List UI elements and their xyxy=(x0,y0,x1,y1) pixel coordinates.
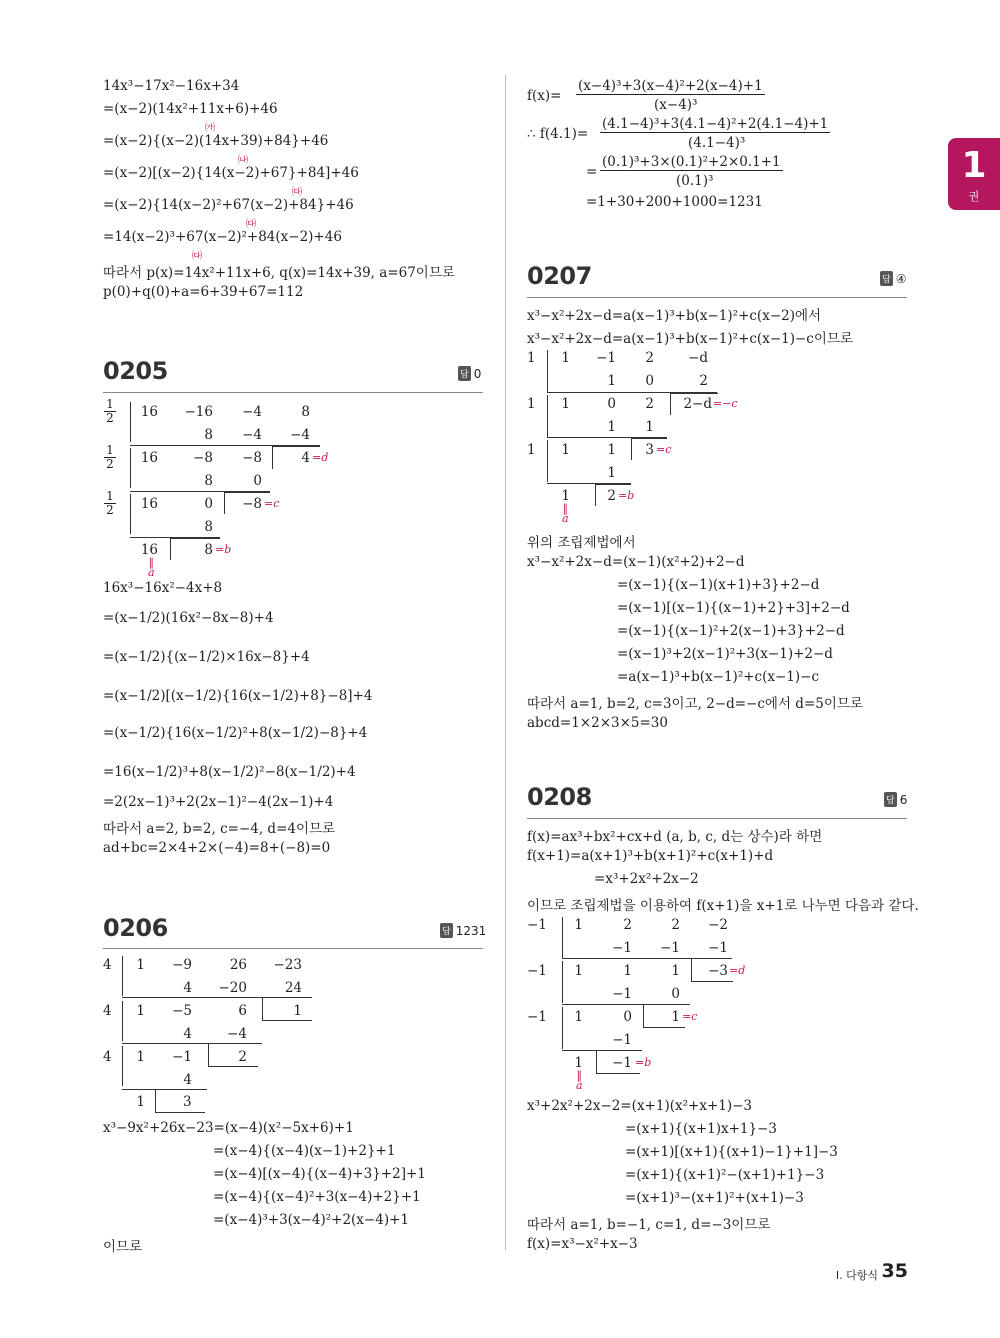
quotient-a: 16 xyxy=(140,542,158,558)
cell: −8 xyxy=(193,450,213,466)
0207-line-9: abcd=1×2×3×5=30 xyxy=(527,715,668,731)
f41-numerator: (4.1−4)³+3(4.1−4)²+2(4.1−4)+1 xyxy=(602,116,829,132)
0205-line-5: =(x−1/2){16(x−1/2)²+8(x−1/2)−8}+4 xyxy=(103,725,368,741)
cell: 1 xyxy=(607,442,616,458)
cell: 1 xyxy=(574,963,583,979)
cell: 2 xyxy=(645,350,654,366)
rule xyxy=(562,1004,690,1005)
cell: 24 xyxy=(284,980,302,996)
cell: 1 xyxy=(574,917,583,933)
label-a: ‖ a xyxy=(576,1069,583,1092)
cell: 1 xyxy=(561,350,570,366)
divisor: 1 xyxy=(527,396,536,412)
cell: 8 xyxy=(204,519,213,535)
answer-value: 0 xyxy=(473,367,482,381)
0205-line-7: =2(2x−1)³+2(2x−1)²−4(2x−1)+4 xyxy=(103,794,334,810)
0208-line-6: 따라서 a=1, b=−1, c=1, d=−3이므로 xyxy=(527,1217,771,1233)
value-numerator: (0.1)³+3×(0.1)²+2×0.1+1 xyxy=(602,154,781,170)
cell: −1 xyxy=(596,350,616,366)
cell: 4 xyxy=(183,980,192,996)
quotient-a: 1 xyxy=(574,1055,583,1071)
cell: 1 xyxy=(136,1003,145,1019)
prev-line-7: 따라서 p(x)=14x²+11x+6, q(x)=14x+39, a=67이므로 xyxy=(103,265,455,281)
0207-line-8: 따라서 a=1, b=2, c=3이고, 2−d=−c에서 d=5이므로 xyxy=(527,696,863,712)
label-a: ‖ a xyxy=(562,502,569,525)
remainder: 1 xyxy=(293,1003,302,1019)
cell: −4 xyxy=(242,404,262,420)
0207-line-5: =(x−1){(x−1)²+2(x−1)+3}+2−d xyxy=(617,623,845,639)
cell: 1 xyxy=(136,1049,145,1065)
0205-line-2: =(x−1/2)(16x²−8x−8)+4 xyxy=(103,610,274,626)
answer-label: 답 xyxy=(458,366,471,381)
remainder-rule xyxy=(670,393,718,394)
0205-line-9: ad+bc=2×4+2×(−4)=8+(−8)=0 xyxy=(103,840,331,856)
0208-intro-2: f(x+1)=a(x+1)³+b(x+1)²+c(x+1)+d xyxy=(527,848,774,864)
fx-numerator: (x−4)³+3(x−4)²+2(x−4)+1 xyxy=(578,78,763,94)
0206-line-3: =(x−4)[(x−4){(x−4)+3}+2]+1 xyxy=(213,1166,426,1182)
remainder-rule xyxy=(595,484,631,485)
cell: −2 xyxy=(708,917,728,933)
answer-label: 답 xyxy=(440,923,453,938)
cell: 1 xyxy=(574,1009,583,1025)
answer-label: 답 xyxy=(880,271,893,286)
0208-intro-4: 이므로 조립제법을 이용하여 f(x+1)을 x+1로 나누면 다음과 같다. xyxy=(527,898,919,914)
cell: 1 xyxy=(671,963,680,979)
0208-line-5: =(x+1)³−(x+1)²+(x+1)−3 xyxy=(625,1190,804,1206)
label-c: =c xyxy=(264,497,280,510)
divisor: 4 xyxy=(103,957,112,973)
mark-na: ㈏ xyxy=(238,155,248,166)
cell: −9 xyxy=(172,957,192,973)
0206-line-1: x³−9x²+26x−23=(x−4)(x²−5x+6)+1 xyxy=(103,1120,354,1136)
mark-ga: ㈎ xyxy=(205,123,215,134)
prev-line-5: =(x−2){14(x−2)²+67(x−2)+84}+46 xyxy=(103,197,354,213)
0205-line-1: 16x³−16x²−4x+8 xyxy=(103,580,223,596)
label-a: ‖ a xyxy=(148,556,155,579)
label-c: =c xyxy=(682,1010,698,1023)
divisor: 1 xyxy=(527,350,536,366)
answer-value: ④ xyxy=(895,272,907,286)
0205-line-3: =(x−1/2){(x−1/2)×16x−8}+4 xyxy=(103,649,310,665)
f41-label: ∴ f(4.1)= xyxy=(527,126,589,142)
cell: −4 xyxy=(242,427,262,443)
0206-line-5: =(x−4)³+3(x−4)²+2(x−4)+1 xyxy=(213,1212,409,1228)
section-label: Ⅰ. 다항식 xyxy=(835,1269,878,1282)
0208-line-2: =(x+1){(x+1)x+1}−3 xyxy=(625,1121,778,1137)
header-rule xyxy=(527,818,907,819)
cell: −1 xyxy=(660,940,680,956)
remainder-c: −8 xyxy=(242,496,262,512)
cell: −16 xyxy=(184,404,213,420)
cell: 0 xyxy=(671,986,680,1002)
remainder-d: 4 xyxy=(301,450,310,466)
remainder-c: 3 xyxy=(645,442,654,458)
cell: 2 xyxy=(623,917,632,933)
problem-0208-number: 0208 xyxy=(527,783,592,811)
0205-line-6: =16(x−1/2)³+8(x−1/2)²−8(x−1/2)+4 xyxy=(103,764,356,780)
page-number: 35 xyxy=(881,1260,908,1282)
cell: −4 xyxy=(227,1026,247,1042)
cell: −8 xyxy=(242,450,262,466)
0207-line-1: 위의 조립제법에서 xyxy=(527,535,636,551)
problem-0207-answer xyxy=(880,271,906,286)
divisor: −1 xyxy=(527,963,547,979)
cell: 2 xyxy=(699,373,708,389)
0208-line-1: x³+2x²+2x−2=(x+1)(x²+x+1)−3 xyxy=(527,1098,753,1114)
cell: 16 xyxy=(140,496,158,512)
remainder-rule xyxy=(691,981,733,982)
divisor-3: 1 2 xyxy=(104,490,116,517)
cell: 2 xyxy=(671,917,680,933)
divisor: −1 xyxy=(527,1009,547,1025)
cell: 1 xyxy=(623,963,632,979)
mark-da-3: ㈐ xyxy=(192,251,202,262)
0208-intro-1: f(x)=ax³+bx²+cx+d (a, b, c, d는 상수)라 하면 xyxy=(527,829,823,845)
cell: 1 xyxy=(136,1094,145,1110)
0206-line-4: =(x−4){(x−4)²+3(x−4)+2}+1 xyxy=(213,1189,421,1205)
chapter-number: 1 xyxy=(961,145,987,186)
label-b: =b xyxy=(618,489,635,502)
remainder: 2−d xyxy=(683,396,712,412)
answer-value: 6 xyxy=(899,793,908,807)
label-neg-c: =−c xyxy=(713,397,738,410)
0207-intro-2: x³−x²+2x−d=a(x−1)³+b(x−1)²+c(x−1)−c이므로 xyxy=(527,331,853,347)
remainder-rule xyxy=(643,1027,685,1028)
prev-line-6: =14(x−2)³+67(x−2)²+84(x−2)+46 xyxy=(103,229,342,245)
0205-line-4: =(x−1/2)[(x−1/2){16(x−1/2)+8}−8]+4 xyxy=(103,688,373,704)
divisor: 4 xyxy=(103,1049,112,1065)
label-d: =d xyxy=(312,451,329,464)
cell: −23 xyxy=(273,957,302,973)
0206-line-2: =(x−4){(x−4)(x−1)+2}+1 xyxy=(213,1143,396,1159)
cell: 2 xyxy=(645,396,654,412)
problem-0206-number: 0206 xyxy=(103,914,168,942)
rule xyxy=(562,958,732,959)
rule xyxy=(562,1050,642,1051)
remainder-d: −3 xyxy=(708,963,728,979)
value-denominator: (0.1)³ xyxy=(676,173,714,189)
cell: 1 xyxy=(561,442,570,458)
divisor: 1 xyxy=(527,442,536,458)
cell: 1 xyxy=(607,419,616,435)
0207-line-2: x³−x²+2x−d=(x−1)(x²+2)+2−d xyxy=(527,554,745,570)
0208-intro-3: =x³+2x²+2x−2 xyxy=(594,871,699,887)
divisor: −1 xyxy=(527,917,547,933)
prev-line-2: =(x−2)(14x²+11x+6)+46 xyxy=(103,101,278,117)
problem-0207-number: 0207 xyxy=(527,262,592,290)
divisor-1: 1 2 xyxy=(104,398,116,425)
mark-da-2: ㈐ xyxy=(246,219,256,230)
label-b: =b xyxy=(215,543,232,556)
remainder-bar xyxy=(670,393,671,415)
label-b: =b xyxy=(635,1056,652,1069)
fx-label: f(x)= xyxy=(527,88,562,104)
0207-line-6: =(x−1)³+2(x−1)²+3(x−1)+2−d xyxy=(617,646,833,662)
0208-line-4: =(x+1){(x+1)²−(x+1)+1}−3 xyxy=(625,1167,825,1183)
cell: −20 xyxy=(218,980,247,996)
0208-line-7: f(x)=x³−x²+x−3 xyxy=(527,1236,638,1252)
remainder: 3 xyxy=(183,1094,192,1110)
prev-line-3: =(x−2){(x−2)(14x+39)+84}+46 xyxy=(103,133,329,149)
cell: 6 xyxy=(238,1003,247,1019)
header-rule xyxy=(527,297,907,298)
0207-line-7: =a(x−1)³+b(x−1)²+c(x−1)−c xyxy=(617,669,820,685)
cell: 1 xyxy=(136,957,145,973)
cell: 4 xyxy=(183,1072,192,1088)
answer-value: 1231 xyxy=(455,924,487,938)
cell: −5 xyxy=(172,1003,192,1019)
label-c: =c xyxy=(656,443,672,456)
mark-da-1: ㈐ xyxy=(292,187,302,198)
cell: −d xyxy=(688,350,708,366)
remainder-rule xyxy=(631,438,667,439)
prev-line-4: =(x−2)[(x−2){14(x−2)+67}+84]+46 xyxy=(103,165,359,181)
cell: 0 xyxy=(645,373,654,389)
prev-line-1: 14x³−17x²−16x+34 xyxy=(103,78,240,94)
cell: 4 xyxy=(183,1026,192,1042)
prev-line-8: p(0)+q(0)+a=6+39+67=112 xyxy=(103,284,304,300)
cell: 0 xyxy=(204,496,213,512)
remainder-rule xyxy=(596,1073,640,1074)
0207-line-4: =(x−1)[(x−1){(x−1)+2}+3]+2−d xyxy=(617,600,850,616)
cell: −1 xyxy=(612,940,632,956)
cell: 0 xyxy=(253,473,262,489)
cell: 26 xyxy=(229,957,247,973)
remainder-b: 2 xyxy=(607,488,616,504)
remainder: 2 xyxy=(238,1049,247,1065)
answer-label: 답 xyxy=(884,792,897,807)
cell: 0 xyxy=(623,1009,632,1025)
f41-denominator: (4.1−4)³ xyxy=(688,135,746,151)
cell: 1 xyxy=(607,373,616,389)
label-d: =d xyxy=(729,964,746,977)
0207-line-3: =(x−1){(x−1)(x+1)+3}+2−d xyxy=(617,577,820,593)
cell: 1 xyxy=(607,465,616,481)
cell: −1 xyxy=(612,986,632,1002)
divisor-2: 1 2 xyxy=(104,444,116,471)
cell: 1 xyxy=(645,419,654,435)
problem-0205-number: 0205 xyxy=(103,357,168,385)
quotient-a: 1 xyxy=(561,488,570,504)
cell: 0 xyxy=(607,396,616,412)
remainder-c: 1 xyxy=(671,1009,680,1025)
cell: −4 xyxy=(290,427,310,443)
cell: 1 xyxy=(561,396,570,412)
0205-line-8: 따라서 a=2, b=2, c=−4, d=4이므로 xyxy=(103,821,336,837)
equals: = xyxy=(586,164,598,180)
cell: 16 xyxy=(140,450,158,466)
cell: −1 xyxy=(708,940,728,956)
remainder-b: 8 xyxy=(204,542,213,558)
cell: 8 xyxy=(204,473,213,489)
cell: 8 xyxy=(301,404,310,420)
value-result: =1+30+200+1000=1231 xyxy=(586,194,763,210)
0208-line-3: =(x+1)[(x+1){(x+1)−1}+1]−3 xyxy=(625,1144,838,1160)
0207-intro-1: x³−x²+2x−d=a(x−1)³+b(x−1)²+c(x−2)에서 xyxy=(527,308,822,324)
remainder-b: −1 xyxy=(612,1055,632,1071)
chapter-label: 권 xyxy=(968,190,980,203)
0206-line-6: 이므로 xyxy=(103,1239,143,1255)
cell: 16 xyxy=(140,404,158,420)
divisor: 4 xyxy=(103,1003,112,1019)
problem-0208-answer xyxy=(884,792,907,807)
cell: −1 xyxy=(612,1032,632,1048)
cell: −1 xyxy=(172,1049,192,1065)
fx-denominator: (x−4)³ xyxy=(654,97,698,113)
cell: 8 xyxy=(204,427,213,443)
